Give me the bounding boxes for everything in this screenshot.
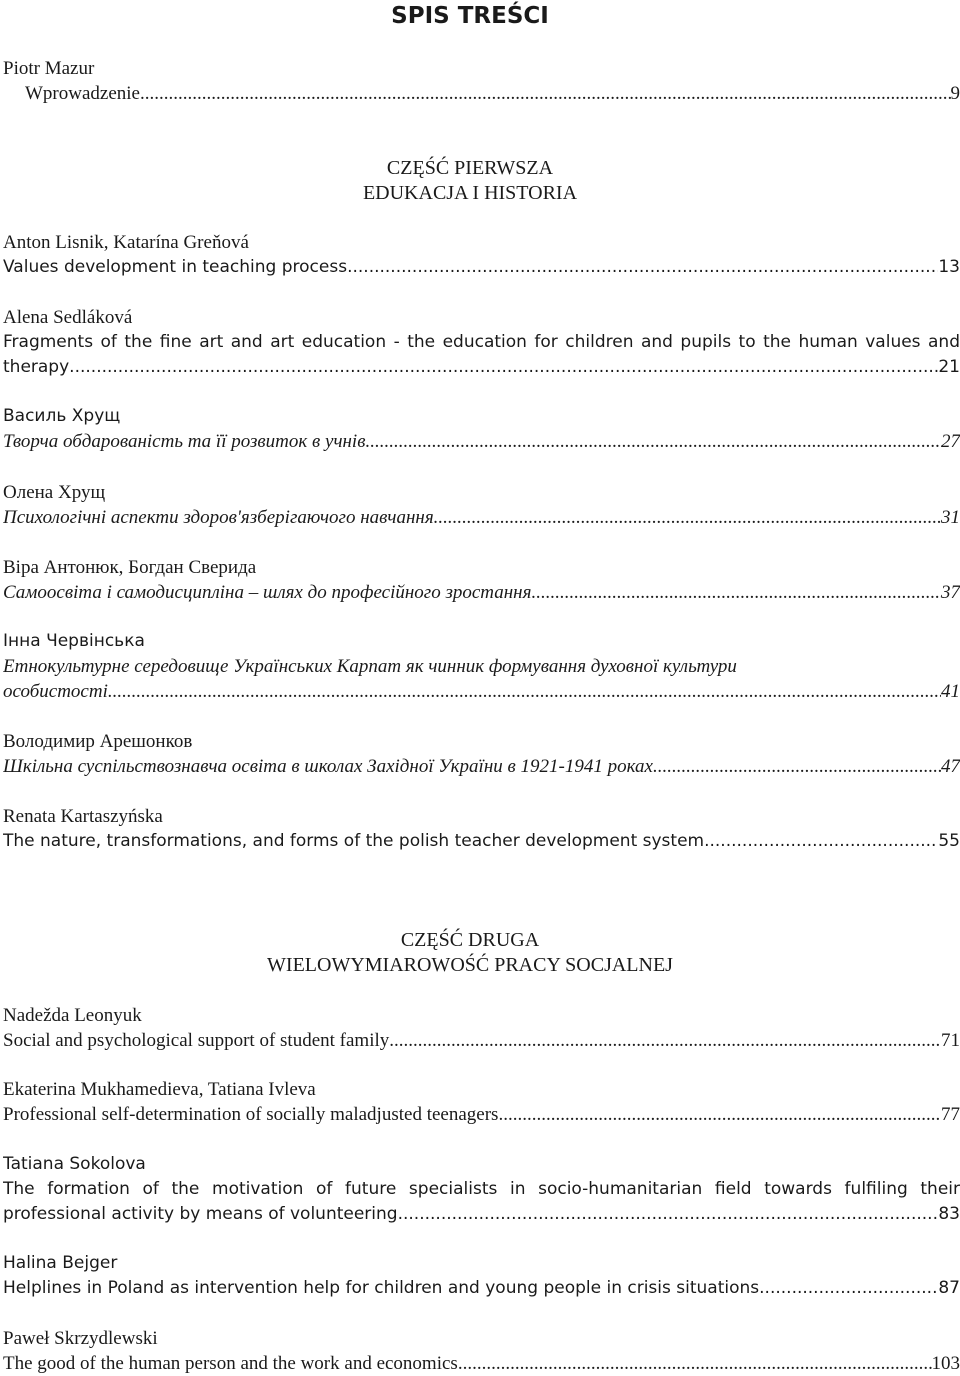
toc-entry (3, 555, 960, 605)
leader-dots (140, 81, 951, 106)
entry-title-line-2[interactable] (3, 1202, 960, 1227)
entry-title-line[interactable] (3, 1102, 960, 1127)
entry-author: Інна Червінська (3, 631, 145, 651)
entry-title-line[interactable] (3, 580, 960, 605)
entry-title: Самоосвіта і самодисципліна – шлях до професійного зростання (3, 582, 532, 603)
entry-page: 27 (941, 431, 960, 452)
entry-title-line-1[interactable] (3, 330, 960, 355)
leader-dots (108, 679, 941, 704)
leader-dots (365, 429, 941, 454)
entry-page: 13 (938, 257, 960, 277)
entry-author: Halina Bejger (3, 1253, 118, 1273)
entry-page: 41 (941, 681, 960, 702)
entry-title-line[interactable] (3, 505, 960, 530)
entry-title-line[interactable] (3, 754, 960, 779)
entry-author: Ekaterina Mukhamedieva, Tatiana Ivleva (3, 1079, 316, 1100)
entry-page: 83 (938, 1204, 960, 1224)
toc-entry (3, 1326, 960, 1376)
leader-dots (498, 1102, 941, 1127)
leader-dots (704, 829, 938, 854)
part-label: CZĘŚĆ DRUGA (400, 929, 540, 951)
entry-title: Творча обдарованість та її розвиток в учнів (3, 431, 366, 452)
entry-title-line-2[interactable] (3, 355, 960, 380)
entry-page: 47 (941, 756, 960, 777)
entry-title-line[interactable] (3, 429, 960, 454)
part-heading-2 (0, 928, 940, 978)
toc-entry (3, 729, 960, 779)
leader-dots (347, 255, 938, 280)
entry-author: Василь Хрущ (3, 406, 121, 426)
toc-entry (3, 404, 960, 454)
toc-entry (3, 1152, 960, 1227)
leader-dots (458, 1351, 932, 1376)
leader-dots (389, 1028, 941, 1053)
entry-author: Piotr Mazur (3, 58, 95, 79)
entry-page: 103 (931, 1353, 960, 1374)
entry-page: 55 (938, 831, 960, 851)
entry-page: 21 (938, 357, 960, 377)
entry-author: Paweł Skrzydlewski (3, 1328, 158, 1349)
entry-title: The formation of the motivation of future specialists in socio-humanitarian field towards fulfiling their (3, 1179, 960, 1199)
entry-author: Володимир Арешонков (3, 731, 193, 752)
toc-entry (3, 480, 960, 530)
leader-dots (69, 355, 938, 380)
part-label: CZĘŚĆ PIERWSZA (386, 157, 554, 179)
entry-author: Nadežda Leonyuk (3, 1005, 142, 1026)
entry-title-line[interactable] (3, 1028, 960, 1053)
leader-dots (398, 1202, 939, 1227)
toc-entry (3, 804, 960, 854)
toc-entry (3, 629, 960, 704)
entry-title-line[interactable] (3, 829, 960, 854)
entry-title: Professional self-determination of socially maladjusted teenagers (3, 1104, 499, 1125)
entry-title-line[interactable] (3, 81, 960, 106)
entry-title: Social and psychological support of student family (3, 1030, 390, 1051)
entry-author: Alena Sedláková (3, 307, 133, 328)
entry-title: Fragments of the fine art and art education - the education for children and pupils to the human values and (3, 332, 960, 352)
toc-entry (3, 230, 960, 280)
entry-author: Tatiana Sokolova (3, 1154, 146, 1174)
entry-title-line-2[interactable] (3, 679, 960, 704)
entry-author: Олена Хрущ (3, 482, 106, 503)
part-name: EDUKACJA I HISTORIA (362, 182, 578, 204)
part-heading-1 (0, 156, 940, 206)
entry-title: The good of the human person and the work and economics (3, 1353, 458, 1374)
toc-entry (3, 1251, 960, 1301)
part-name: WIELOWYMIAROWOŚĆ PRACY SOCJALNEJ (267, 954, 673, 976)
entry-title-line[interactable] (3, 1351, 960, 1376)
leader-dots (759, 1276, 938, 1301)
entry-page: 87 (938, 1278, 960, 1298)
entry-author: Віра Антонюк, Богдан Сверида (3, 557, 257, 578)
entry-title-cont: professional activity by means of volunteering (3, 1204, 398, 1224)
entry-title: Helplines in Poland as intervention help for children and young people in crisis situations (3, 1278, 760, 1298)
entry-title-line[interactable] (3, 255, 960, 280)
entry-author: Renata Kartaszyńska (3, 806, 163, 827)
entry-title: Values development in teaching process (3, 257, 348, 277)
entry-title: Wprowadzenie (25, 83, 140, 104)
leader-dots (531, 580, 941, 605)
entry-title: Шкільна суспільствознавча освіта в школах Західної України в 1921-1941 роках (3, 756, 653, 777)
entry-title-line-1[interactable] (3, 1177, 960, 1202)
toc-entry (3, 1077, 960, 1127)
leader-dots (434, 505, 941, 530)
entry-title-cont: therapy (3, 357, 70, 377)
entry-author: Anton Lisnik, Katarína Greňová (3, 232, 249, 253)
entry-title: The nature, transformations, and forms of the polish teacher development system (3, 831, 705, 851)
entry-page: 77 (941, 1104, 960, 1125)
entry-title-cont: особистості (3, 681, 108, 702)
entry-page: 71 (941, 1030, 960, 1051)
toc-entry-intro (3, 56, 960, 106)
entry-title-line[interactable] (3, 1276, 960, 1301)
toc-entry (3, 1003, 960, 1053)
toc-entry (3, 305, 960, 380)
entry-title: Психологічні аспекти здоров'язберігаючого навчання (3, 507, 434, 528)
entry-title: Етнокультурне середовище Українських Карпат як чинник формування духовної культури (3, 656, 737, 677)
entry-page: 9 (950, 83, 960, 104)
entry-page: 31 (941, 507, 960, 528)
page-title: SPIS TREŚCI (391, 3, 549, 29)
entry-page: 37 (941, 582, 960, 603)
leader-dots (653, 754, 941, 779)
entry-title-line-1[interactable] (3, 654, 960, 679)
